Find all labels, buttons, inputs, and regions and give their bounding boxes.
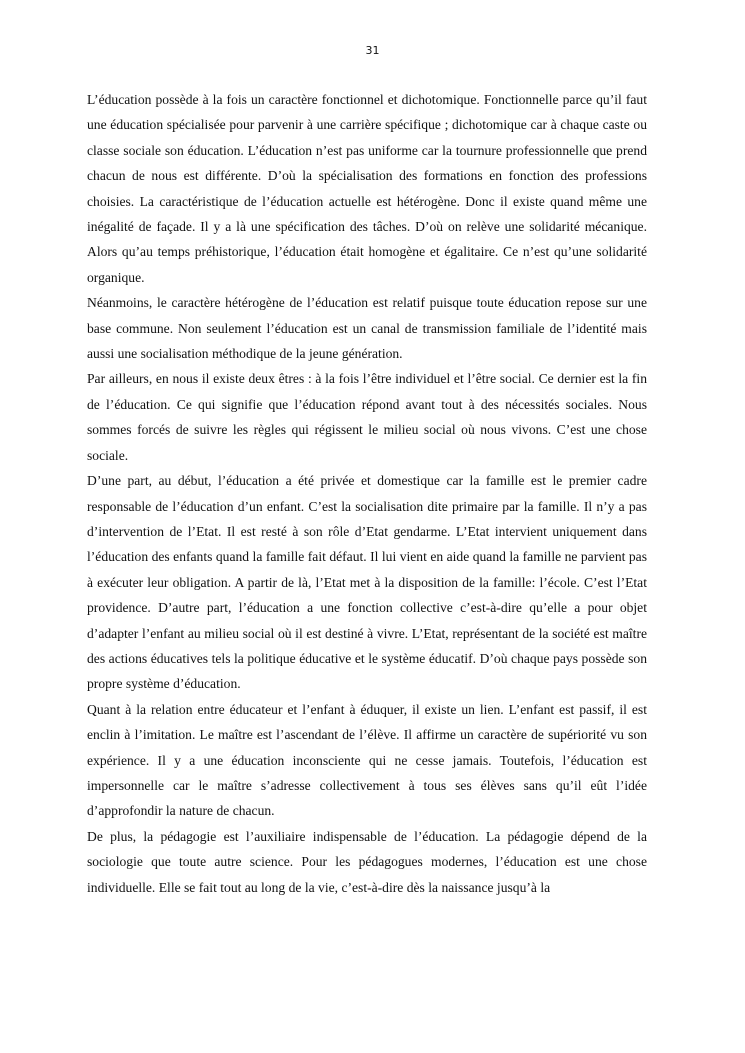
paragraph: Néanmoins, le caractère hétérogène de l’éducation est relatif puisque toute éducation repose sur une base commune. Non seulement l’éducation est un canal de transmission familiale de l’identité mais aussi une socialisation méthodique de la jeune génération.	[87, 295, 647, 362]
paragraph: Quant à la relation entre éducateur et l’enfant à éduquer, il existe un lien. L’enfant est passif, il est enclin à l’imitation. Le maître est l’ascendant de l’élève. Il affirme un caractère de supériorité vu son expérience. Il y a une éducation inconsciente qui ne cesse jamais. Toutefois, l’éducation est impersonnelle car le maître s’adresse collectivement à tous ses élèves sans qu’il eût l’idée d’approfondir la nature de chacun.	[87, 701, 647, 819]
paragraph: Par ailleurs, en nous il existe deux êtres : à la fois l’être individuel et l’être social. Ce dernier est la fin de l’éducation. Ce qui signifie que l’éducation répond avant tout à des nécessités sociales. Nous sommes forcés de suivre les règles qui régissent le milieu social où nous vivons. C’est une chose sociale.	[87, 371, 647, 463]
body-text	[87, 87, 647, 900]
paragraph: De plus, la pédagogie est l’auxiliaire indispensable de l’éducation. La pédagogie dépend de la sociologie que toute autre science. Pour les pédagogues modernes, l’éducation est une chose individuelle. Elle se fait tout au long de la vie, c’est-à-dire dès la naissance jusqu’à la	[87, 828, 647, 895]
page-number: 31	[365, 44, 380, 57]
paragraph: L’éducation possède à la fois un caractère fonctionnel et dichotomique. Fonctionnelle parce qu’il faut une éducation spécialisée pour parvenir à une carrière spécifique ; dichotomique car à chaque caste ou classe sociale son éducation. L’éducation n’est pas uniforme car la tournure professionnelle que prend chacun de nous est différente. D’où la spécialisation des formations en fonction des professions choisies. La caractéristique de l’éducation actuelle est hétérogène. Donc il existe quand même une inégalité de façade. Il y a là une spécification des tâches. D’où on relève une solidarité mécanique. Alors qu’au temps préhistorique, l’éducation était homogène et égalitaire. Ce n’est qu’une solidarité organique.	[87, 92, 647, 285]
paragraph: D’une part, au début, l’éducation a été privée et domestique car la famille est le premier cadre responsable de l’éducation d’un enfant. C’est la socialisation dite primaire par la famille. Il n’y a pas d’intervention de l’Etat. Il est resté à son rôle d’Etat gendarme. L’Etat intervient uniquement dans l’éducation des enfants quand la famille fait défaut. Il lui vient en aide quand la famille ne parvient pas à exécuter leur obligation. A partir de là, l’Etat met à la disposition de la famille: l’école. C’est l’Etat providence. D’autre part, l’éducation a une fonction collective c’est-à-dire qu’elle a pour objet d’adapter l’enfant au milieu social où il est destiné à vivre. L’Etat, représentant de la société est maître des actions éducatives tels la politique éducative et le système éducatif. D’où chaque pays possède son propre système d’éducation.	[87, 473, 647, 692]
